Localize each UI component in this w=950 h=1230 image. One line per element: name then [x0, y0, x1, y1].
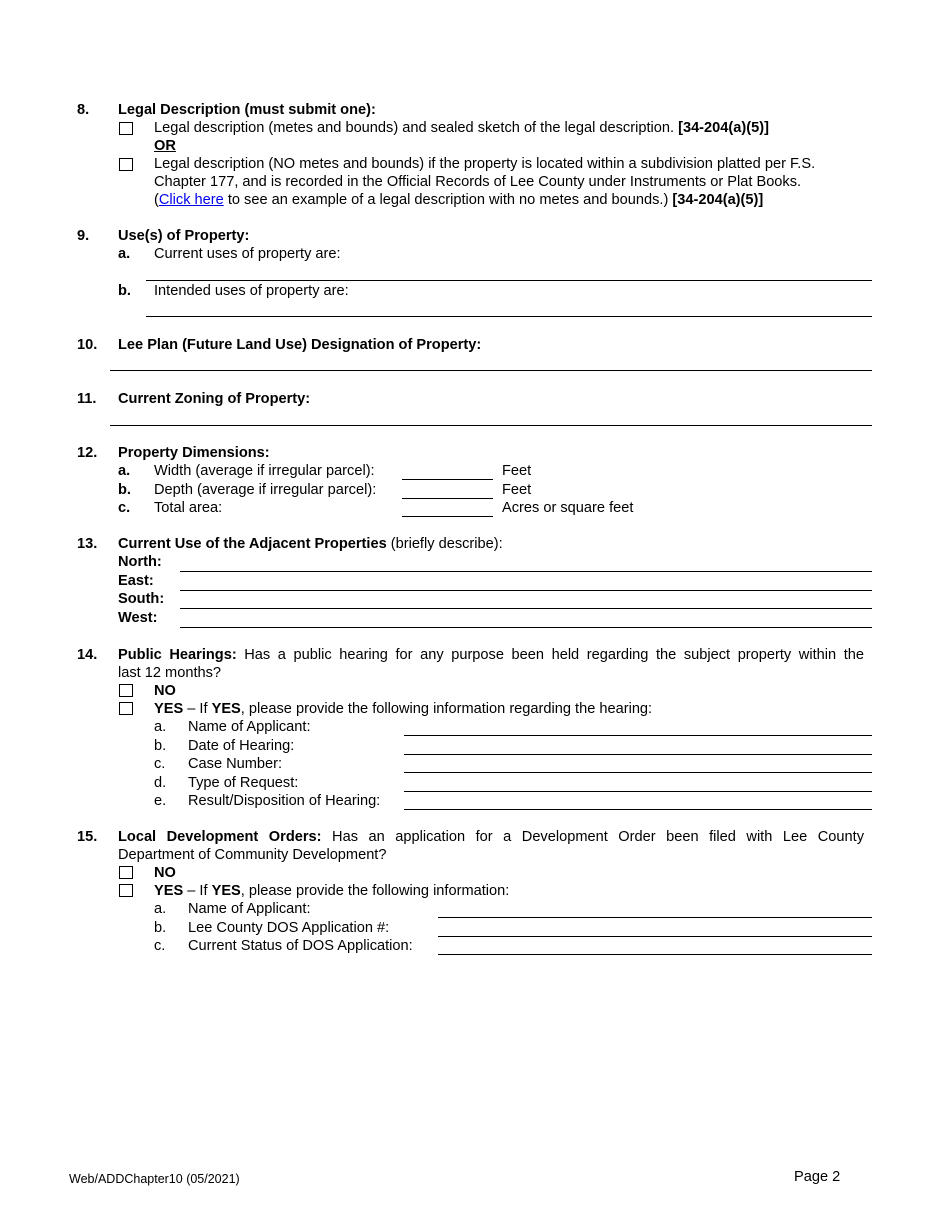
hearing-result-line[interactable]: [404, 809, 872, 810]
opt1-ref: [34-204(a)(5)]: [678, 120, 769, 136]
section-14-number: 14.: [77, 647, 98, 663]
direction-west-label: West:: [118, 610, 158, 626]
hearing-request-label: Type of Request:: [188, 775, 299, 791]
or-label: OR: [154, 138, 176, 154]
section-9-title: Use(s) of Property:: [118, 228, 250, 244]
dos-application-number-line[interactable]: [438, 936, 872, 937]
s9-b-letter: b.: [118, 283, 131, 299]
total-area-field-line[interactable]: [402, 516, 493, 517]
section-15-question-line1: Local Development Orders: Has an application for a Development Order been filed with Lee County: [118, 829, 864, 845]
click-here-link[interactable]: Click here: [158, 192, 224, 208]
dos-applicant-label: Name of Applicant:: [188, 901, 311, 917]
legal-desc-no-metes-checkbox[interactable]: [119, 158, 133, 171]
section-12-title: Property Dimensions:: [118, 445, 270, 461]
form-id: Web/ADDChapter10 (05/2021): [69, 1172, 240, 1186]
hearing-item-letter: e.: [154, 793, 167, 809]
dos-item-letter: a.: [154, 901, 167, 917]
section-9-number: 9.: [77, 228, 90, 244]
section-13-number: 13.: [77, 536, 98, 552]
current-uses-label: Current uses of property are:: [154, 246, 341, 262]
dos-status-label: Current Status of DOS Application:: [188, 938, 413, 954]
south-field-line[interactable]: [180, 608, 872, 609]
dim-row-letter: a.: [118, 463, 131, 479]
hearing-request-line[interactable]: [404, 791, 872, 792]
dev-order-yes-checkbox[interactable]: [119, 884, 133, 897]
hearing-case-label: Case Number:: [188, 756, 283, 772]
dos-applicant-line[interactable]: [438, 917, 872, 918]
hearing-date-line[interactable]: [404, 754, 872, 755]
legal-desc-metes-checkbox[interactable]: [119, 122, 133, 135]
width-label: Width (average if irregular parcel):: [154, 463, 375, 479]
dev-order-no-label: NO: [154, 865, 176, 881]
section-15-question-line2: Department of Community Development?: [118, 847, 387, 863]
current-uses-line[interactable]: [146, 280, 872, 281]
width-field-line[interactable]: [402, 479, 493, 480]
section-11-title: Current Zoning of Property:: [118, 391, 311, 407]
hearing-result-label: Result/Disposition of Hearing:: [188, 793, 381, 809]
hearing-item-letter: a.: [154, 719, 167, 735]
section-14-question-line1: Public Hearings: Has a public hearing for any purpose been held regarding the subject property within the: [118, 647, 864, 663]
dim-row-letter: c.: [118, 500, 131, 516]
hearing-case-line[interactable]: [404, 772, 872, 773]
s9-a-letter: a.: [118, 246, 131, 262]
east-field-line[interactable]: [180, 590, 872, 591]
section-13-title: Current Use of the Adjacent Properties (briefly describe):: [118, 536, 503, 552]
hearing-item-letter: b.: [154, 738, 167, 754]
intended-uses-label: Intended uses of property are:: [154, 283, 349, 299]
width-unit: Feet: [502, 463, 532, 479]
depth-label: Depth (average if irregular parcel):: [154, 482, 377, 498]
hearing-item-letter: c.: [154, 756, 166, 772]
north-field-line[interactable]: [180, 571, 872, 572]
hearing-applicant-line[interactable]: [404, 735, 872, 736]
dos-status-line[interactable]: [438, 954, 872, 955]
total-area-unit: Acres or square feet: [502, 500, 634, 516]
hearing-date-label: Date of Hearing:: [188, 738, 295, 754]
depth-field-line[interactable]: [402, 498, 493, 499]
legal-desc-option-2-line2: Chapter 177, and is recorded in the Official Records of Lee County under Instruments or Plat Books.: [154, 174, 802, 190]
section-8-title: Legal Description (must submit one):: [118, 102, 376, 118]
total-area-label: Total area:: [154, 500, 223, 516]
section-10-title: Lee Plan (Future Land Use) Designation of Property:: [118, 337, 482, 353]
dos-item-letter: b.: [154, 920, 167, 936]
dos-item-letter: c.: [154, 938, 166, 954]
hearing-yes-checkbox[interactable]: [119, 702, 133, 715]
hearing-item-letter: d.: [154, 775, 167, 791]
future-land-use-line[interactable]: [110, 370, 872, 371]
section-14-question-line2: last 12 months?: [118, 665, 222, 681]
section-10-number: 10.: [77, 337, 98, 353]
legal-desc-option-2-line3: (Click here to see an example of a legal description with no metes and bounds.) [34-204(a)(5)]: [154, 192, 764, 208]
west-field-line[interactable]: [180, 627, 872, 628]
direction-east-label: East:: [118, 573, 154, 589]
dev-order-yes-label: YES – If YES, please provide the following information:: [154, 883, 510, 899]
direction-north-label: North:: [118, 554, 162, 570]
hearing-applicant-label: Name of Applicant:: [188, 719, 311, 735]
dim-row-letter: b.: [118, 482, 131, 498]
section-12-number: 12.: [77, 445, 98, 461]
direction-south-label: South:: [118, 591, 165, 607]
hearing-no-checkbox[interactable]: [119, 684, 133, 697]
page-number: Page 2: [794, 1169, 841, 1185]
legal-desc-option-1: Legal description (metes and bounds) and sealed sketch of the legal description. [34-204(a)(5)]: [154, 120, 769, 136]
hearing-no-label: NO: [154, 683, 176, 699]
section-8-number: 8.: [77, 102, 90, 118]
opt2-ref: [34-204(a)(5)]: [672, 192, 764, 208]
hearing-yes-label: YES – If YES, please provide the following information regarding the hearing:: [154, 701, 653, 717]
dev-order-no-checkbox[interactable]: [119, 866, 133, 879]
current-zoning-line[interactable]: [110, 425, 872, 426]
legal-desc-option-2-line1: Legal description (NO metes and bounds) if the property is located within a subdivision platted per F.S.: [154, 156, 816, 172]
depth-unit: Feet: [502, 482, 532, 498]
intended-uses-line[interactable]: [146, 316, 872, 317]
section-15-number: 15.: [77, 829, 98, 845]
dos-application-number-label: Lee County DOS Application #:: [188, 920, 390, 936]
section-11-number: 11.: [77, 391, 97, 407]
